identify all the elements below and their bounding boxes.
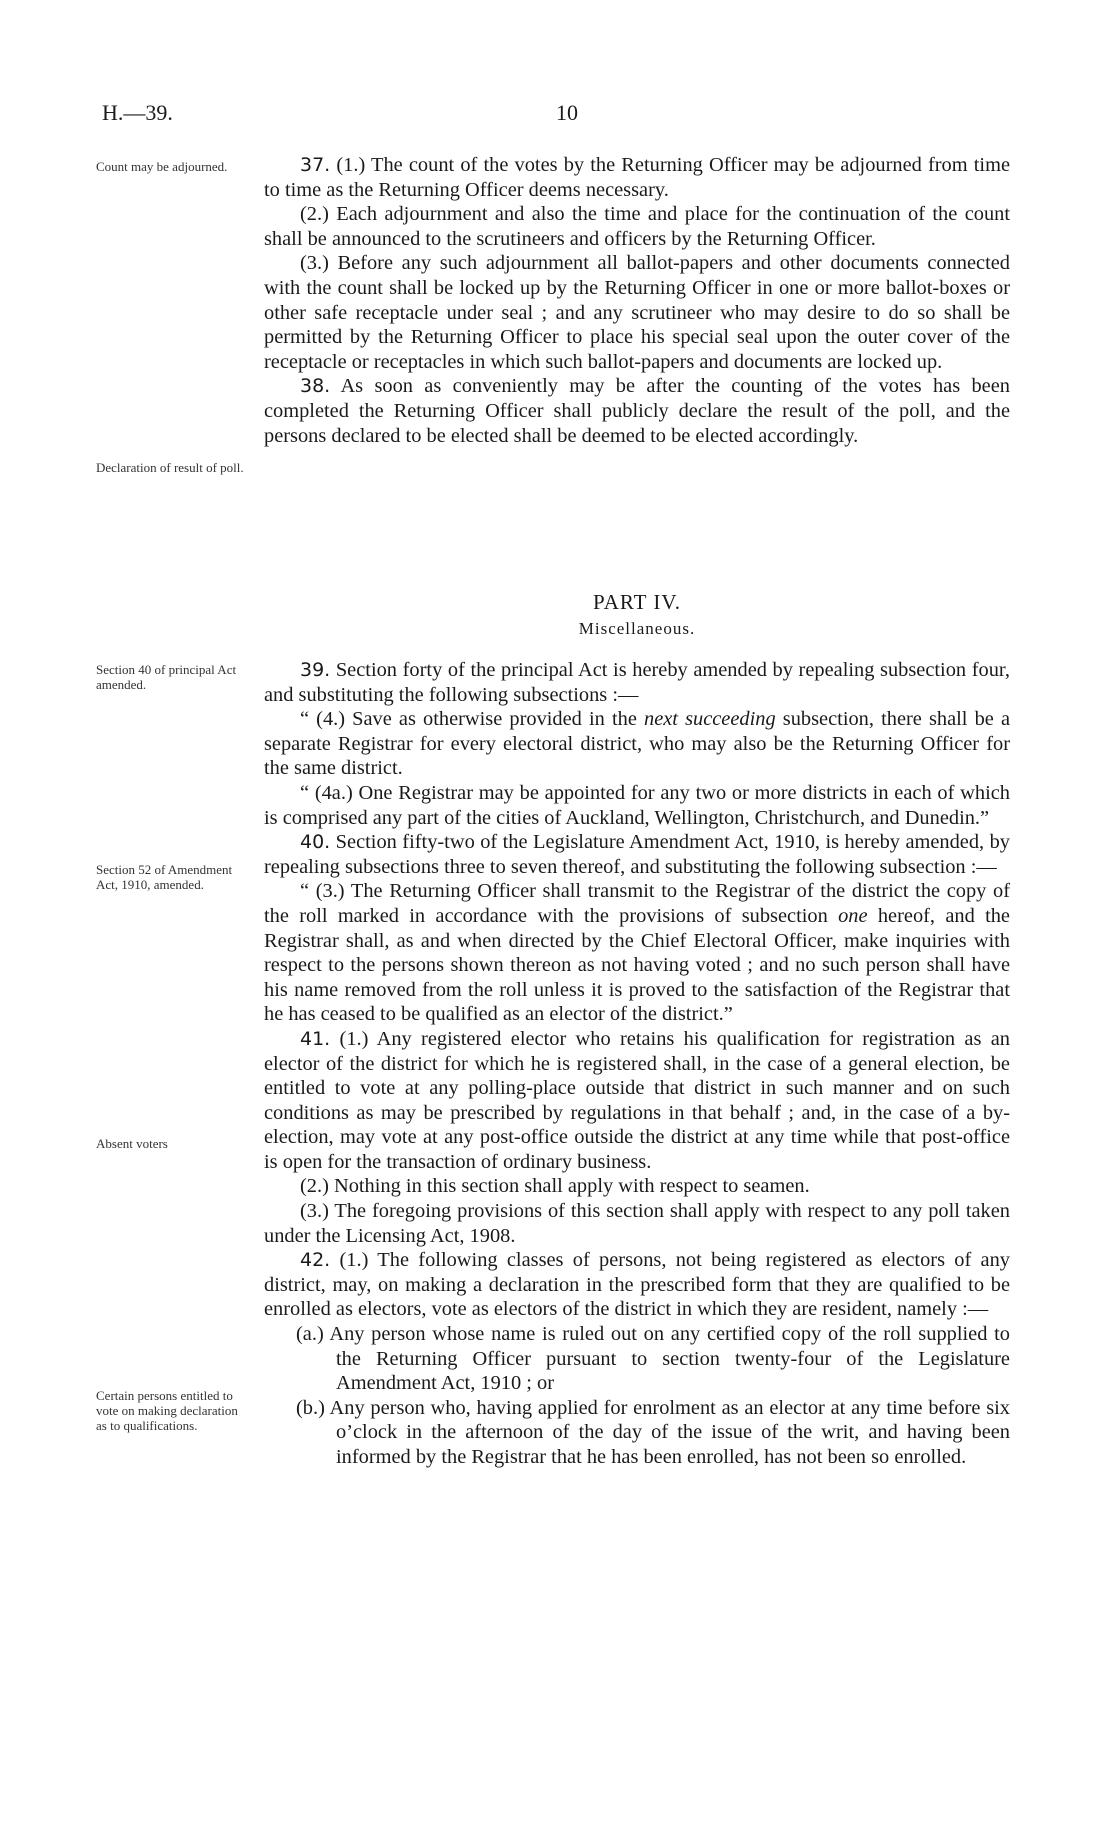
s42-item-a: (a.) Any person whose name is ruled out on any certified copy of the roll supplied to the Returning Officer pursuant to section twenty-four of the Legislature Amendment Act, 1910 ; or [296, 1323, 1010, 1395]
s41-p1: 41. (1.) Any registered elector who retains his qualification for registration as an elector of the district for which he is registered shall, in the case of a general election, be entitled to vote at any polling-place outside that district in such manner and on such conditions as may be prescribed by regulations in that behalf ; and, in the case of a by-election, may vote at any post-office outside the district at any time while that post-office is open for the transaction of ordinary business. [264, 1027, 1010, 1173]
s39-quote-1: “ (4.) Save as otherwise provided in the next succeeding subsection, there shall be a separate Registrar for every electoral district, who may also be the Returning Officer for the same district. [264, 708, 1010, 780]
s39-text: 39. Section forty of the principal Act is hereby amended by repealing subsection four, and substituting the following subsections :— [264, 659, 1010, 706]
s40-number: 40. [300, 831, 331, 854]
s41-p3: (3.) The foregoing provisions of this section shall apply with respect to any poll taken under the Licensing Act, 1908. [264, 1200, 1010, 1247]
s38-number: 38. [300, 375, 331, 398]
s41-number: 41. [300, 1027, 331, 1050]
s37-p3: (3.) Before any such adjournment all ballot-papers and other documents connected with the count shall be locked up by the Returning Officer in one or more ballot-boxes or other safe receptacle under seal ; and any scrutineer who may desire to do so shall be permitted by the Returning Officer to place his special seal upon the outer cover of the receptacle or receptacles in which such ballot-papers and documents are locked up. [264, 252, 1010, 373]
s37-number: 37. [300, 154, 331, 176]
margin-note-40: Section 52 of Amendment Act, 1910, amended. [96, 862, 233, 892]
part-heading [264, 590, 1010, 641]
page-header-ref: H.—39. [102, 100, 173, 125]
margin-note-39: Section 40 of principal Act amended. [96, 662, 237, 692]
margin-note-38: Declaration of result of poll. [96, 460, 244, 475]
page-number: 10 [556, 100, 578, 125]
s37-p1: 37. (1.) The count of the votes by the Returning Officer may be adjourned from time to time as the Returning Officer deems necessary. [264, 154, 1010, 201]
s40-quote: “ (3.) The Returning Officer shall transmit to the Registrar of the district the copy of the roll marked in accordance with the provisions of subsection one hereof, and the Registrar shall, as and when directed by the Chief Electoral Officer, make inquiries with respect to the persons shown thereon as not having voted ; and no such person shall have his name removed from the roll unless it is proved to the satisfaction of the Registrar that he has ceased to be qualified as an elector of the district.” [264, 880, 1010, 1026]
part-title: PART IV. [592, 590, 682, 614]
body-sections-37-38 [264, 153, 1010, 448]
s42-text: 42. (1.) The following classes of persons, not being registered as electors of any district, may, on making a declaration in the prescribed form that they are qualified to be enrolled as electors, vote as electors of the district in which they are resident, namely :— [264, 1249, 1010, 1321]
margin-note-42: Certain persons entitled to vote on making declaration as to qualifications. [96, 1388, 238, 1433]
s42-number: 42. [300, 1249, 331, 1272]
s40-text: 40. Section fifty-two of the Legislature Amendment Act, 1910, is hereby amended, by repealing subsections three to seven thereof, and substituting the following subsection :— [264, 831, 1010, 878]
s37-p2: (2.) Each adjournment and also the time and place for the continuation of the count shall be announced to the scrutineers and officers by the Returning Officer. [264, 203, 1010, 250]
part-subtitle: Miscellaneous. [578, 618, 696, 638]
s41-p2: (2.) Nothing in this section shall apply with respect to seamen. [300, 1175, 810, 1198]
margin-note-37: Count may be adjourned. [96, 159, 228, 174]
margin-note-41: Absent voters [96, 1136, 168, 1151]
s42-item-b: (b.) Any person who, having applied for enrolment as an elector at any time before six o’clock in the afternoon of the day of the issue of the writ, and having been informed by the Registrar that he has been enrolled, has not been so enrolled. [296, 1396, 1010, 1468]
s39-number: 39. [300, 659, 331, 681]
s38-text: 38. As soon as conveniently may be after the counting of the votes has been completed the Returning Officer shall publicly declare the result of the poll, and the persons declared to be elected shall be deemed to be elected accordingly. [264, 375, 1010, 447]
s39-quote-2: “ (4a.) One Registrar may be appointed for any two or more districts in each of which is comprised any part of the cities of Auckland, Wellington, Christchurch, and Dunedin.” [264, 781, 1010, 829]
body-sections-39-42 [264, 658, 1010, 1470]
